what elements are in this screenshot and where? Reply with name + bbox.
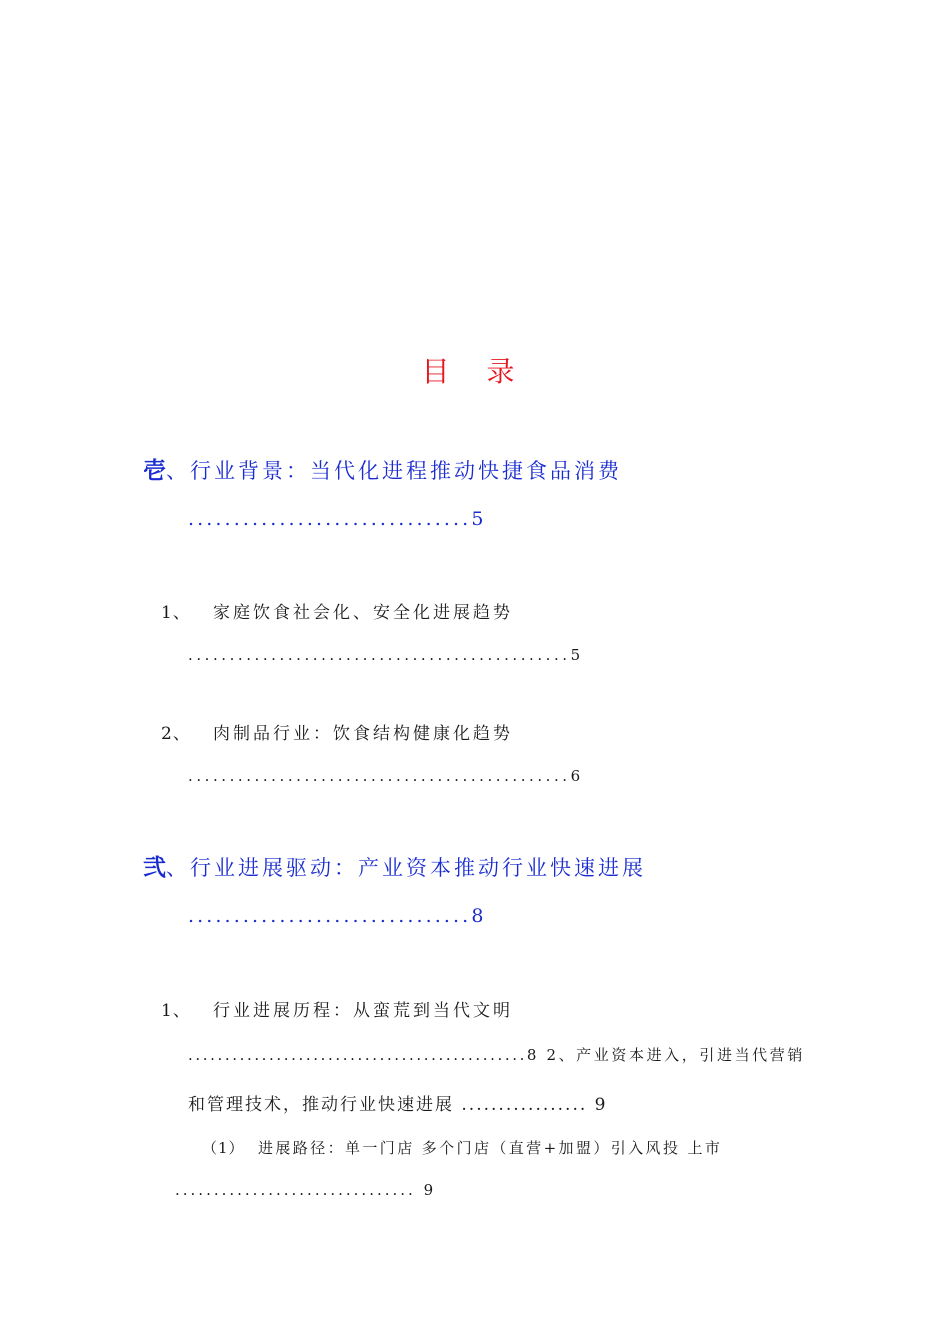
toc-title: 目 录 <box>421 355 529 388</box>
toc-section-1-number: 壱 <box>143 457 166 484</box>
toc-section-1 <box>143 452 622 485</box>
toc-item-2-1-leader: ..............................................8 2、产业资本进入，引进当代营销 <box>188 1046 805 1064</box>
toc-section-2-leader: ...............................8 <box>188 905 487 927</box>
toc-section-2 <box>143 849 646 882</box>
toc-item-1-2-title: 肉制品行业：饮食结构健康化趋势 <box>213 724 513 744</box>
toc-subitem-1-title: 进展路径：单一门店 多个门店（直营+加盟）引入风投 上市 <box>258 1139 723 1157</box>
toc-subitem-1-leader: ............................... 9 <box>175 1181 437 1199</box>
toc-subitem-1 <box>202 1137 722 1158</box>
toc-subitem-1-index: （1） <box>202 1139 245 1157</box>
toc-item-2-1 <box>161 996 513 1021</box>
toc-item-2-1-index: 1、 <box>161 1001 191 1021</box>
toc-section-1-leader: ...............................5 <box>188 508 487 530</box>
toc-item-1-1-title: 家庭饮食社会化、安全化进展趋势 <box>213 603 513 623</box>
toc-item-1-2-leader: ..............................................6 <box>188 767 584 785</box>
toc-item-1-1-index: 1、 <box>161 603 191 623</box>
toc-section-1-title: 、行业背景：当代化进程推动快捷食品消费 <box>166 459 622 483</box>
toc-item-1-1 <box>161 598 513 623</box>
toc-section-2-number: 弐 <box>143 854 166 881</box>
toc-item-1-1-leader: ..............................................5 <box>188 646 584 664</box>
toc-item-1-2 <box>161 719 513 744</box>
toc-section-2-title: 、行业进展驱动：产业资本推动行业快速进展 <box>166 856 646 880</box>
toc-item-1-2-index: 2、 <box>161 724 191 744</box>
toc-item-2-2-continuation: 和管理技术，推动行业快速进展 ................. 9 <box>188 1095 608 1115</box>
toc-item-2-1-title: 行业进展历程：从蛮荒到当代文明 <box>213 1001 513 1021</box>
